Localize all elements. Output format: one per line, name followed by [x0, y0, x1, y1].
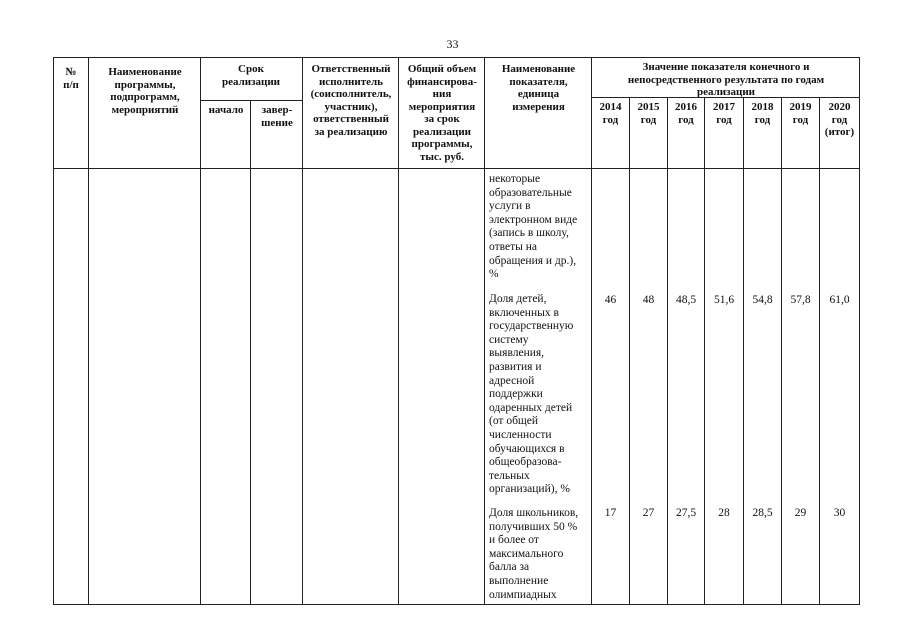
value-cell: 61,0	[829, 294, 850, 306]
header-responsible: Ответственный исполнитель (соисполнитель, участник), ответственный за реализацию	[310, 63, 392, 138]
header-year-2020: 2020 год (итог)	[824, 101, 855, 138]
header-term-start: начало	[208, 104, 244, 116]
value-cell: 30	[833, 507, 846, 519]
header-year-2014: 2014 год	[599, 101, 622, 126]
header-program-name: Наименование программы, подпрограмм, мероприятий	[108, 66, 182, 116]
value-cell: 54,8	[752, 294, 773, 306]
value-cell: 57,8	[790, 294, 811, 306]
indicator-text: некоторые образовательные услуги в электронном виде (запись в школу, ответы на обращения и др.), %	[489, 173, 578, 281]
page-number: 33	[446, 37, 459, 51]
header-indicator: Наименование показателя, единица измерения	[501, 63, 576, 113]
table-row	[489, 293, 590, 497]
header-year-2016: 2016 год	[675, 101, 697, 126]
header-year-2019: 2019 год	[789, 101, 812, 126]
header-number: № п/п	[63, 66, 79, 91]
header-year-2018: 2018 год	[751, 101, 774, 126]
value-cell: 29	[794, 507, 807, 519]
table-row	[489, 507, 590, 602]
header-term: Срок реализации	[221, 63, 281, 88]
value-cell: 48	[642, 294, 655, 306]
header-year-2015: 2015 год	[637, 101, 660, 126]
header-financing: Общий объем финансирова- ния мероприятия за срок реализации программы, тыс. руб.	[407, 63, 477, 163]
value-cell: 28,5	[752, 507, 773, 519]
indicator-text: Доля детей, включенных в государственную систему выявления, развития и адресной поддержки одаренных детей (от общей численности обучающихся в общеобразова- тельных организаций), %	[489, 293, 574, 496]
header-term-end: завер- шение	[261, 104, 293, 129]
value-cell: 46	[604, 294, 617, 306]
header-indicator-values: Значение показателя конечного и непосредственного результата по годам реализации	[627, 61, 825, 98]
value-cell: 17	[604, 507, 617, 519]
table-row	[489, 173, 590, 282]
value-cell: 48,5	[675, 294, 697, 306]
value-cell: 27,5	[675, 507, 697, 519]
indicator-text: Доля школьников, получивших 50 % и более от максимального балла за выполнение олимпиадных	[489, 507, 579, 601]
value-cell: 28	[718, 507, 730, 519]
value-cell: 27	[642, 507, 655, 519]
value-cell: 51,6	[713, 294, 735, 306]
header-year-2017: 2017 год	[713, 101, 735, 126]
